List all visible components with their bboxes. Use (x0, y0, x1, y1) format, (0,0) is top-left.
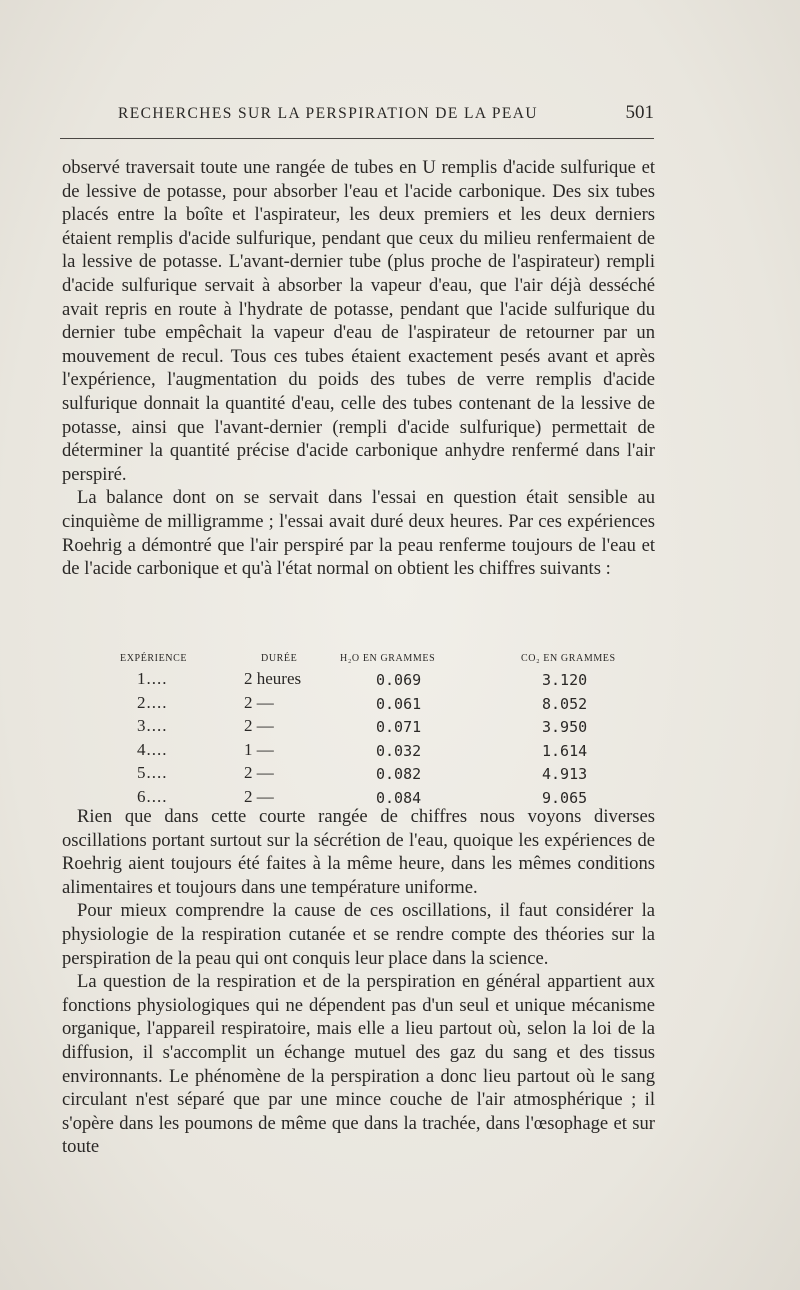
running-title: RECHERCHES SUR LA PERSPIRATION DE LA PEAU (118, 105, 538, 122)
cell-duration: 2 — (244, 692, 274, 712)
column-header-water: H₂O EN GRAMMES (340, 653, 436, 664)
cell-water: 0.082 (376, 765, 422, 783)
column-header-co2: CO₂ EN GRAMMES (521, 653, 616, 664)
cell-experience: 3.... (137, 716, 168, 735)
table-row (62, 716, 655, 740)
table-row (62, 740, 655, 764)
column-header-duration: DURÉE (261, 653, 298, 664)
paragraph: La question de la respiration et de la perspiration en général appartient aux fonctions physiologiques qui ne dépendent pas d'un seul et unique mécanisme organique, l'appareil respiratoire, mais elle a lieu partout où, selon la loi de la diffusion, il s'accomplit un échange mutuel des gaz du sang et des tissus environnants. Le phénomène de la perspiration a donc lieu partout où le sang circulant n'est séparé que par une mince couche de l'air atmosphérique ; il s'opère dans les poumons de même que dans la trachée, dans l'œsophage et sur toute (62, 971, 655, 1158)
table-row (62, 693, 655, 717)
paragraph: La balance dont on se servait dans l'essai en question était sensible au cinquième de milligramme ; l'essai avait duré deux heures. Par ces expériences Roehrig a démontré que l'air perspiré par la peau renferme toujours de l'eau et de l'acide carbonique et qu'à l'état normal on obtient les chiffres suivants : (62, 487, 655, 580)
cell-duration: 2 heures (244, 669, 302, 688)
cell-duration: 2 — (244, 763, 274, 782)
cell-duration: 2 — (244, 786, 274, 806)
cell-water: 0.071 (376, 718, 422, 736)
cell-water: 0.032 (376, 741, 422, 760)
body-text-bottom (62, 805, 655, 1159)
cell-co2: 9.065 (542, 788, 588, 807)
cell-experience: 1.... (137, 669, 168, 688)
paragraph: Rien que dans cette courte rangée de chiffres nous voyons diverses oscillations portant surtout sur la sécrétion de l'eau, quoique les expériences de Roehrig aient toujours été faites à la même heure, dans les mêmes conditions alimentaires et toujours dans une température uniforme. (62, 806, 655, 898)
cell-duration: 2 — (244, 716, 274, 735)
column-header-experience: EXPÉRIENCE (120, 653, 188, 664)
cell-co2: 4.913 (542, 765, 588, 783)
paragraph: observé traversait toute une rangée de tubes en U remplis d'acide sulfurique et de lessive de potasse, pour absorber l'eau et l'acide carbonique. Des six tubes placés entre la boîte et l'aspirateur, les deux premiers et les deux derniers étaient remplis d'acide sulfurique, pendant que ceux du milieu renfermaient de la lessive de potasse. L'avant-dernier tube (plus proche de l'aspirateur) rempli d'acide sulfurique servait à absorber la vapeur d'eau, que l'air déjà desséché avait repris en route à l'hydrate de potasse, pendant que l'acide sulfurique du dernier tube empêchait la vapeur d'eau de l'aspirateur de retourner par un mouvement de recul. Tous ces tubes étaient exactement pesés avant et après l'expérience, l'augmentation du poids des tubes de verre remplis d'acide sulfurique donnait la quantité d'eau, celle des tubes contenant de la lessive de potasse, ainsi que l'avant-dernier (rempli d'acide sulfurique) permettait de déterminer la quantité précise d'acide carbonique anhydre renfermé dans l'air perspiré. (62, 157, 655, 485)
cell-co2: 3.120 (542, 671, 588, 689)
paragraph: Pour mieux comprendre la cause de ces oscillations, il faut considérer la physiologie de la respiration cutanée et se rendre compte des théories sur la perspiration de la peau qui ont conquis leur place dans la science. (62, 900, 655, 969)
cell-experience: 6.... (137, 786, 168, 806)
cell-co2: 8.052 (542, 694, 588, 713)
cell-experience: 5.... (137, 763, 168, 782)
results-table (62, 653, 655, 810)
page-number: 501 (625, 102, 654, 123)
cell-duration: 1 — (244, 739, 274, 759)
table-row (62, 763, 655, 787)
table-row (62, 669, 655, 693)
cell-experience: 4.... (137, 739, 168, 759)
cell-co2: 3.950 (542, 718, 588, 736)
cell-co2: 1.614 (542, 741, 588, 760)
table-header (62, 653, 655, 669)
body-text-top (62, 156, 655, 581)
cell-water: 0.061 (376, 694, 422, 713)
cell-experience: 2.... (137, 692, 168, 712)
cell-water: 0.069 (376, 671, 422, 689)
cell-water: 0.084 (376, 788, 422, 807)
header-rule (60, 138, 654, 139)
